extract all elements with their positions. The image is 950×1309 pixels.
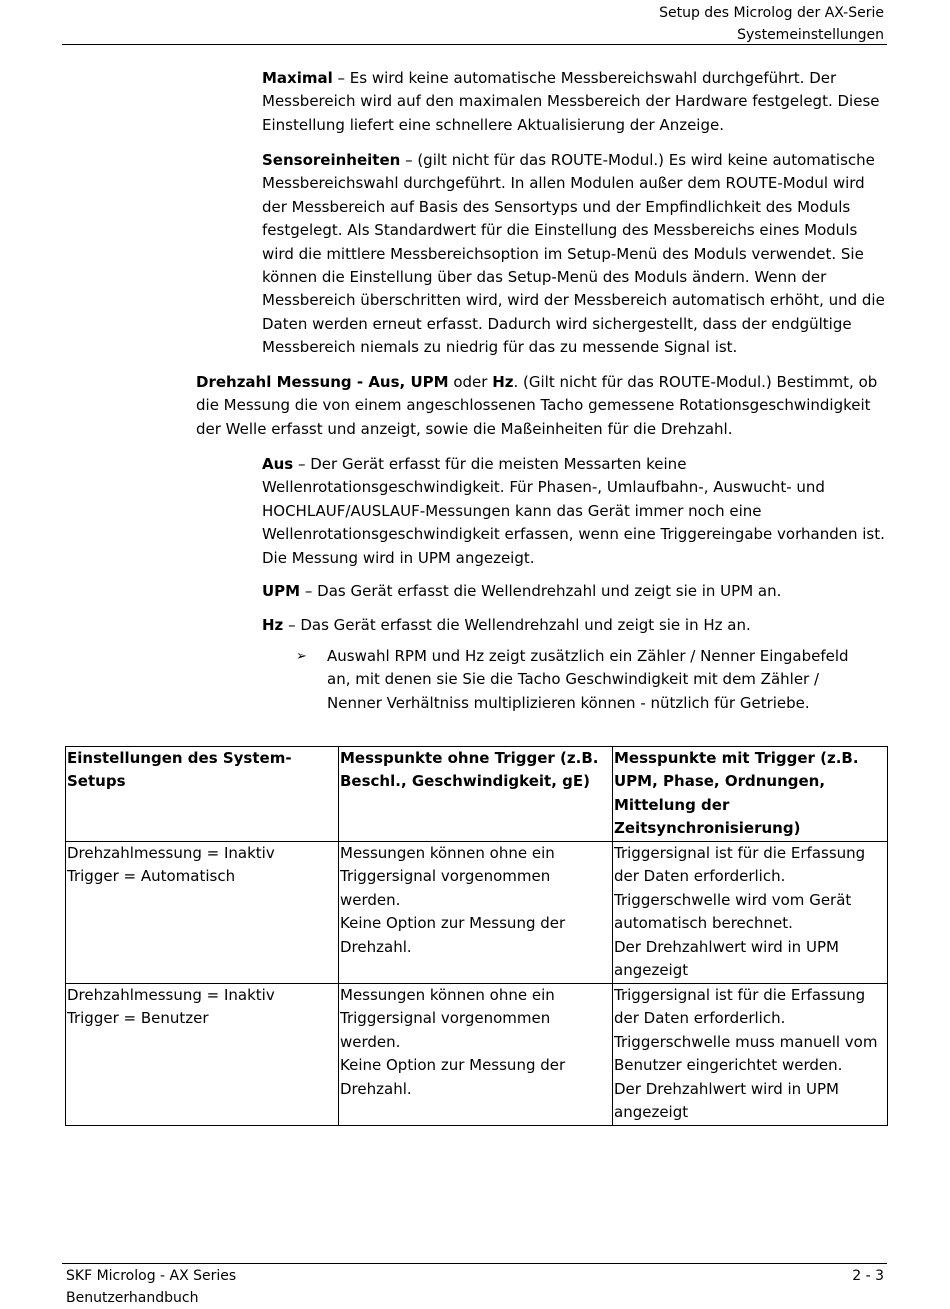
sensor-paragraph bbox=[262, 149, 888, 360]
drehzahl-text: . (Gilt nicht für das ROUTE-Modul.) Bestimmt, ob die Messung die von einem angeschlossenen Tacho gemessene Rotationsgeschwindigkeit der Welle erfasst und anzeigt, sowie die Maßeinheiten für die Drehzahl. bbox=[196, 373, 878, 438]
table-header-cell: Messpunkte mit Trigger (z.B. UPM, Phase, Ordnungen, Mittelung der Zeitsynchronisierung) bbox=[613, 747, 888, 842]
table-cell bbox=[339, 984, 613, 1126]
upm-text: – Das Gerät erfasst die Wellendrehzahl und zeigt sie in UPM an. bbox=[300, 582, 782, 600]
hz-term: Hz bbox=[262, 616, 284, 634]
cell-text: Trigger = Benutzer bbox=[67, 1009, 209, 1028]
table-header-cell: Einstellungen des System-Setups bbox=[66, 747, 339, 842]
aus-paragraph bbox=[262, 453, 888, 570]
aus-text: – Der Gerät erfasst für die meisten Messarten keine Wellenrotationsgeschwindigkeit. Für Phasen-, Umlaufbahn-, Auswucht- und HOCHLAUF/AUSLAUF-Messungen kann das Gerät immer noch eine Wellenrotationsgeschwindigkeit erfassen, wenn eine Triggereingabe vorhanden ist. Die Messung wird in UPM angezeigt. bbox=[262, 455, 885, 567]
page-header bbox=[284, 2, 884, 46]
settings-table bbox=[65, 746, 888, 1126]
footer-manual: Benutzerhandbuch bbox=[66, 1290, 199, 1306]
cell-text: Triggersignal ist für die Erfassung der Daten erforderlich. bbox=[614, 986, 866, 1028]
arrow-bullet-icon: ➢ bbox=[296, 649, 307, 664]
header-subtitle: Systemeinstellungen bbox=[737, 27, 884, 43]
header-divider bbox=[62, 44, 887, 45]
cell-text: Messungen können ohne ein Triggersignal vorgenommen werden. bbox=[340, 844, 555, 909]
table-cell bbox=[613, 842, 888, 984]
page-footer bbox=[66, 1265, 236, 1309]
drehzahl-term: Drehzahl Messung - Aus, UPM bbox=[196, 373, 449, 391]
hz-text: – Das Gerät erfasst die Wellendrehzahl und zeigt sie in Hz an. bbox=[283, 616, 751, 634]
table-row bbox=[66, 842, 888, 984]
maximal-term: Maximal bbox=[262, 69, 333, 87]
cell-text: Triggersignal ist für die Erfassung der Daten erforderlich. bbox=[614, 844, 866, 886]
cell-text: Der Drehzahlwert wird in UPM angezeigt bbox=[614, 1079, 839, 1122]
sensor-term: Sensoreinheiten bbox=[262, 151, 401, 169]
bullet-paragraph: Auswahl RPM und Hz zeigt zusätzlich ein Zähler / Nenner Eingabefeld an, mit denen sie Sie die Tacho Geschwindigkeit mit dem Zähler / Nenner Verhältniss multiplizieren können - nützlich für Getriebe. bbox=[327, 647, 849, 712]
table-header-row bbox=[66, 747, 888, 842]
drehzahl-connector: oder bbox=[448, 373, 493, 391]
upm-paragraph bbox=[262, 580, 888, 603]
cell-text: Keine Option zur Messung der Drehzahl. bbox=[340, 914, 566, 956]
footer-divider bbox=[62, 1263, 887, 1264]
upm-term: UPM bbox=[262, 582, 301, 600]
table-cell bbox=[339, 842, 613, 984]
sensor-text: – (gilt nicht für das ROUTE-Modul.) Es wird keine automatische Messbereichswahl durchgeführt. In allen Modulen außer dem ROUTE-Modul wird der Messbereich auf Basis des Sensortyps und der Empfindlichkeit des Moduls festgelegt. Als Standardwert für die Einstellung des Messbereichs eines Moduls wird die mittlere Messbereichsoption im Setup-Menü des Moduls verwendet. Sie können die Einstellung über das Setup-Menü des Moduls ändern. Wenn der Messbereich überschritten wird, wird der Messbereich automatisch erhöht, und die Daten werden erneut erfasst. Dadurch wird sichergestellt, dass der endgültige Messbereich niemals zu niedrig für das zu messende Signal ist. bbox=[262, 151, 885, 357]
maximal-text: – Es wird keine automatische Messbereichswahl durchgeführt. Der Messbereich wird auf den maximalen Messbereich der Hardware festgelegt. Diese Einstellung liefert eine schnellere Aktualisierung der Anzeige. bbox=[262, 69, 880, 134]
hz-paragraph bbox=[262, 614, 888, 637]
table-cell bbox=[66, 984, 339, 1126]
drehzahl-term-hz: Hz bbox=[492, 373, 514, 391]
header-title: Setup des Microlog der AX-Serie bbox=[659, 5, 884, 21]
table-header-cell: Messpunkte ohne Trigger (z.B. Beschl., Geschwindigkeit, gE) bbox=[339, 747, 613, 842]
cell-text: Der Drehzahlwert wird in UPM angezeigt bbox=[614, 937, 839, 980]
cell-text: Drehzahlmessung = Inaktiv bbox=[67, 844, 275, 862]
maximal-paragraph bbox=[262, 67, 888, 137]
page-number: 2 - 3 bbox=[852, 1268, 884, 1284]
cell-text: Messungen können ohne ein Triggersignal vorgenommen werden. bbox=[340, 986, 555, 1051]
table-cell bbox=[66, 842, 339, 984]
table-cell bbox=[613, 984, 888, 1126]
footer-product: SKF Microlog - AX Series bbox=[66, 1268, 237, 1284]
cell-text: Triggerschwelle muss manuell vom Benutzer eingerichtet werden. bbox=[614, 1032, 878, 1075]
cell-text: Drehzahlmessung = Inaktiv bbox=[67, 986, 275, 1004]
cell-text: Triggerschwelle wird vom Gerät automatisch berechnet. bbox=[614, 890, 852, 933]
cell-text: Trigger = Automatisch bbox=[67, 867, 236, 886]
drehzahl-paragraph bbox=[196, 371, 888, 441]
cell-text: Keine Option zur Messung der Drehzahl. bbox=[340, 1056, 566, 1098]
aus-term: Aus bbox=[262, 455, 294, 473]
table-row bbox=[66, 984, 888, 1126]
